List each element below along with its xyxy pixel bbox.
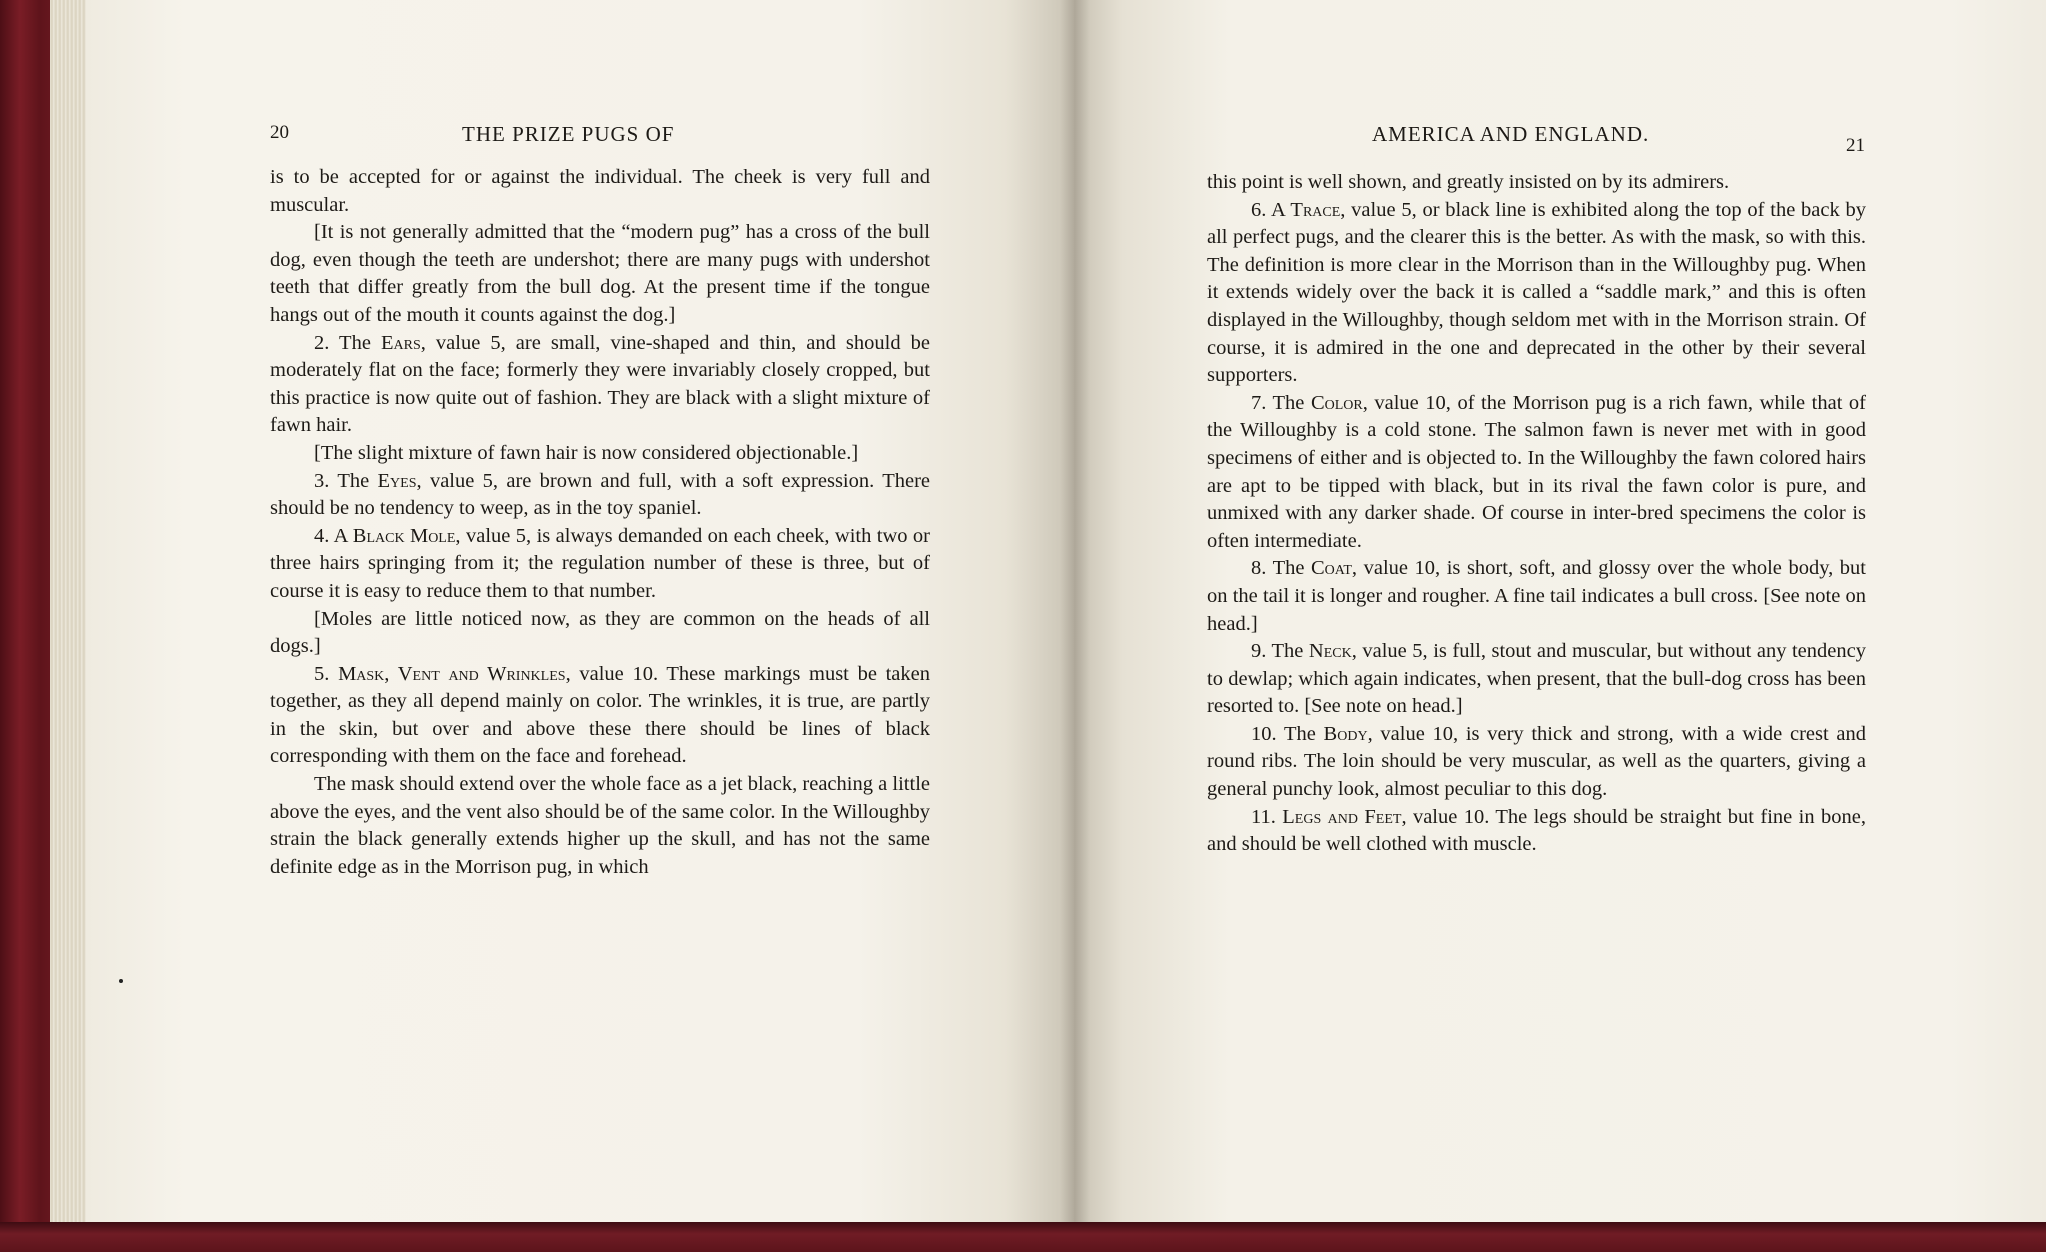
paragraph-text: , value 5, are small, vine-shaped and thin, and should be moderately flat on the face; formerly they were invariably closely cropped, but this practice is now quite out of fashion. They are black with a slight mixture of fawn hair. xyxy=(270,331,930,437)
paragraph xyxy=(1207,169,1866,197)
paragraph xyxy=(270,771,930,881)
paragraph-prefix: 6. A xyxy=(1251,198,1291,221)
paragraph-prefix: 9. The xyxy=(1251,640,1309,663)
paragraph-text: [It is not generally admitted that the “modern pug” has a cross of the bull dog, even though the teeth are undershot; there are many pugs with undershot teeth that differ greatly from the bull dog. At the present time if the tongue hangs out of the mouth it counts against the dog.] xyxy=(270,221,930,326)
section-term: Body xyxy=(1323,722,1368,745)
paragraph-text: , value 5, are brown and full, with a soft expression. There should be no tendency to weep, as in the toy spaniel. xyxy=(270,469,930,520)
section-term: Eyes xyxy=(377,469,417,492)
paragraph-text: is to be accepted for or against the individual. The cheek is very full and muscular. xyxy=(270,166,930,216)
paragraph-text: , value 5, is full, stout and muscular, but without any tendency to dewlap; which again indicates, when present, that the bull-dog cross has been resorted to. [See note on head.] xyxy=(1207,640,1866,718)
paragraph-text: , value 10. The legs should be straight but fine in bone, and should be well clothed with muscle. xyxy=(1207,805,1866,856)
right-running-head: AMERICA AND ENGLAND. xyxy=(1372,122,1650,146)
paragraph xyxy=(270,330,930,440)
paragraph-prefix: 4. A xyxy=(314,524,353,547)
paragraph xyxy=(270,523,930,606)
paragraph xyxy=(1207,721,1866,804)
paragraph-text: , value 10, is short, soft, and glossy over the whole body, but on the tail it is longer and rougher. A fine tail indicates a bull cross. [See note on head.] xyxy=(1207,557,1866,635)
section-term: Neck xyxy=(1308,640,1352,663)
section-term: Legs and Feet xyxy=(1282,805,1402,828)
paragraph xyxy=(1207,638,1866,721)
book-bottom-board xyxy=(0,1222,2046,1252)
paragraph-text: , value 5, is always demanded on each cheek, with two or three hairs springing from it; the regulation number of these is three, but of course it is easy to reduce them to that number. xyxy=(270,524,931,602)
paragraph xyxy=(1207,804,1866,859)
paragraph xyxy=(1207,197,1866,390)
paragraph xyxy=(1207,555,1866,638)
paragraph xyxy=(270,164,930,219)
book-gutter xyxy=(1060,0,1090,1222)
section-term: Mask, Vent and Wrinkles xyxy=(338,662,566,685)
paragraph xyxy=(270,661,930,771)
paragraph xyxy=(270,468,930,523)
paragraph-text: [The slight mixture of fawn hair is now considered objectionable.] xyxy=(314,441,859,464)
paragraph-text: , value 5, or black line is exhibited along the top of the back by all perfect pugs, and the clearer this is the better. As with the mask, so with this. The definition is more clear in the Morrison than in the Willoughby pug. When it extends widely over the back it is called a “saddle mark,” and this is often displayed in the Willoughby, though seldom met with in the Morrison strain. Of course, it is admired in the one and deprecated in the other by their several supporters. xyxy=(1207,198,1866,387)
paragraph-prefix: 5. xyxy=(314,662,339,685)
paragraph-prefix: 10. The xyxy=(1251,722,1324,745)
paragraph xyxy=(270,219,930,329)
section-term: Trace xyxy=(1290,198,1341,221)
paragraph-prefix: 8. The xyxy=(1251,557,1311,580)
section-term: Black Mole xyxy=(352,524,456,547)
paragraph-prefix: 7. The xyxy=(1251,391,1311,414)
paragraph-text: , value 10, is very thick and strong, with a wide crest and round ribs. The loin should be very muscular, as well as the quarters, giving a general punchy look, almost peculiar to this dog. xyxy=(1207,722,1866,801)
paragraph-text: , value 10. These markings must be taken together, as they all depend mainly on color. The wrinkles, it is true, are partly in the skin, but over and above these there should be lines of black corresponding with them on the face and forehead. xyxy=(270,662,930,768)
right-page-number: 21 xyxy=(1846,135,1865,156)
left-page-number: 20 xyxy=(270,122,289,143)
paragraph xyxy=(270,440,930,468)
paragraph-prefix: 2. The xyxy=(314,331,381,354)
paragraph-text: this point is well shown, and greatly insisted on by its admirers. xyxy=(1207,171,1730,193)
ink-speck xyxy=(119,979,123,983)
section-term: Color xyxy=(1310,391,1363,414)
section-term: Coat xyxy=(1311,557,1352,580)
paragraph-text: The mask should extend over the whole face as a jet black, reaching a little above the eyes, and the vent also should be of the same color. In the Willoughby strain the black generally extends higher up the skull, and has not the same definite edge as in the Morrison pug, in which xyxy=(270,773,930,878)
paragraph xyxy=(1207,390,1866,556)
paragraph-prefix: 3. The xyxy=(314,469,378,492)
right-page-text xyxy=(1207,169,1866,859)
section-term: Ears xyxy=(380,331,421,354)
paragraph xyxy=(270,606,930,661)
left-page-text xyxy=(270,164,930,881)
paragraph-prefix: 11. xyxy=(1251,805,1283,828)
paragraph-text: , value 10, of the Morrison pug is a rich fawn, while that of the Willoughby is a cold stone. The salmon fawn is never met with in good specimens of either and is objected to. In the Willoughby the fawn colored hairs are apt to be tipped with black, but in its rival the fawn color is pure, and unmixed with any darker shade. Of course in inter-bred specimens the color is often intermediate. xyxy=(1207,391,1866,552)
left-running-head: THE PRIZE PUGS OF xyxy=(462,122,675,146)
paragraph-text: [Moles are little noticed now, as they are common on the heads of all dogs.] xyxy=(270,607,930,658)
